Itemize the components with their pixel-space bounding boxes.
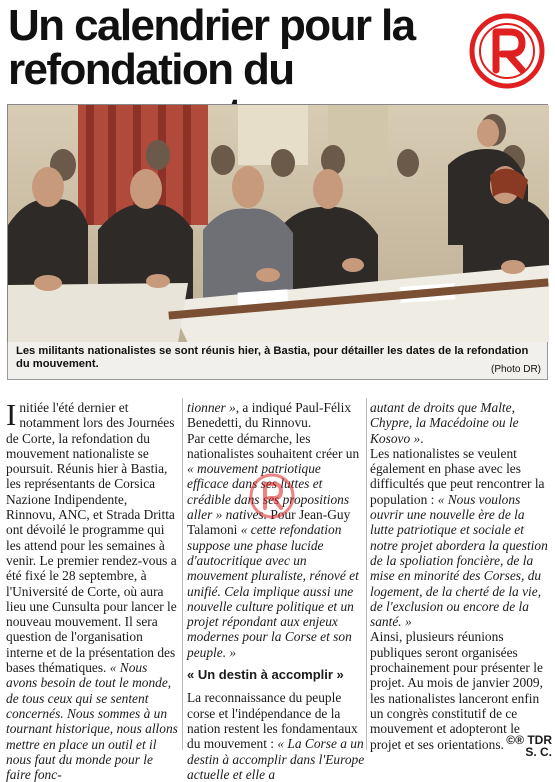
author-initials: S. C. (525, 745, 552, 759)
news-photo (7, 104, 548, 342)
quote-text: « cette refondation suppose une phase lucide d'autocritique avec un mouvement pluraliste, rénové et unifié. Cela implique aussi une nouvelle culture politique et un projet répondant aux enjeux modernes pour la Corse et son peuple. » (187, 522, 359, 660)
body-text: , a indiqué Paul-Félix Benedetti, du Rinnovu. (187, 400, 352, 431)
article-column-2 (187, 400, 365, 782)
column-divider (182, 398, 183, 750)
quote-text: « Nous voulons ouvrir une nouvelle ère de la lutte patriotique et sociale et notre projet abordera la question de la spoliation foncière, de la mise en minorité des Corses, du logement, de la cherté de la vie, de l'exclusion ou encore de la santé. » (370, 491, 548, 630)
photo-credit: (Photo DR) (490, 364, 541, 375)
quote-text: autant de droits que Malte, Chypre, la Macédoine ou le Kosovo » (370, 400, 519, 446)
body-text: . (420, 430, 424, 446)
caption-text: Les militants nationalistes se sont réunis hier, à Bastia, pour détailler les dates de la refondation du mouvement. (16, 345, 529, 370)
article-column-1 (6, 397, 178, 782)
quote-text: « Nous avons besoin de tout le monde, de tous ceux qui se sentent concernés. Nous sommes à un tournant historique, nous allons mettre en place un outil et il nous faut du monde pour le faire fonc- (6, 660, 178, 782)
stamp-logo-icon (468, 12, 546, 90)
body-text: nitiée l'été dernier et notamment lors des Journées de Corte, la refondation du mouvement nationaliste se poursuit. Réunis hier à Bastia, les représentants de Corsica Nazione Indipendente, Rinnovu, ANC, et Strada Dritta ont dévoilé le programme qui les attend pour les semaines à venir. Le premier rendez-vous a été fixé le 28 septembre, à l'Université de Corte, où aura lieu une Cunsulta pour lancer le nouveau mouvement. Il sera question de l'organisation interne et de la présentation des bases thématiques. (6, 400, 177, 676)
article-signoff (476, 734, 552, 758)
signoff-tag: TDR (527, 733, 552, 747)
section-subhead: « Un destin à accomplir » (187, 667, 344, 683)
headline: Un calendrier pour la refondation du (8, 1, 415, 94)
quote-text: « La Corse a un destin à accomplir dans l'Europe actuelle et elle a (187, 736, 365, 782)
column-divider (366, 398, 367, 750)
body-text: La reconnaissance du peuple corse et l'indépendance de la nation restent les fondamentaux du mouvement : (187, 690, 358, 752)
watermark-stamp-icon (248, 472, 296, 520)
body-text: Pour Jean-Guy Talamoni (187, 507, 351, 538)
body-text: Par cette démarche, les nationalistes souhaitent créer un (187, 430, 360, 461)
article-column-3 (370, 400, 550, 752)
photo-caption (7, 342, 548, 380)
body-text: Les nationalistes se veulent également en phase avec les difficultés que peut rencontrer la population : (370, 445, 545, 507)
quote-text: « mouvement patriotique efficace dans ses luttes et crédible dans ses propositions aller » natives. (187, 461, 350, 523)
quote-text: tionner » (187, 400, 236, 415)
body-text: Ainsi, plusieurs réunions publiques seront organisées prochainement pour présenter le projet. Au mois de janvier 2009, les nationalistes lanceront enfin un congrès constitutif de ce mouvement et adopteront le projet et ses orientations. (370, 629, 543, 752)
copyright-icon: ©® (506, 733, 524, 747)
drop-cap: I (6, 397, 17, 432)
